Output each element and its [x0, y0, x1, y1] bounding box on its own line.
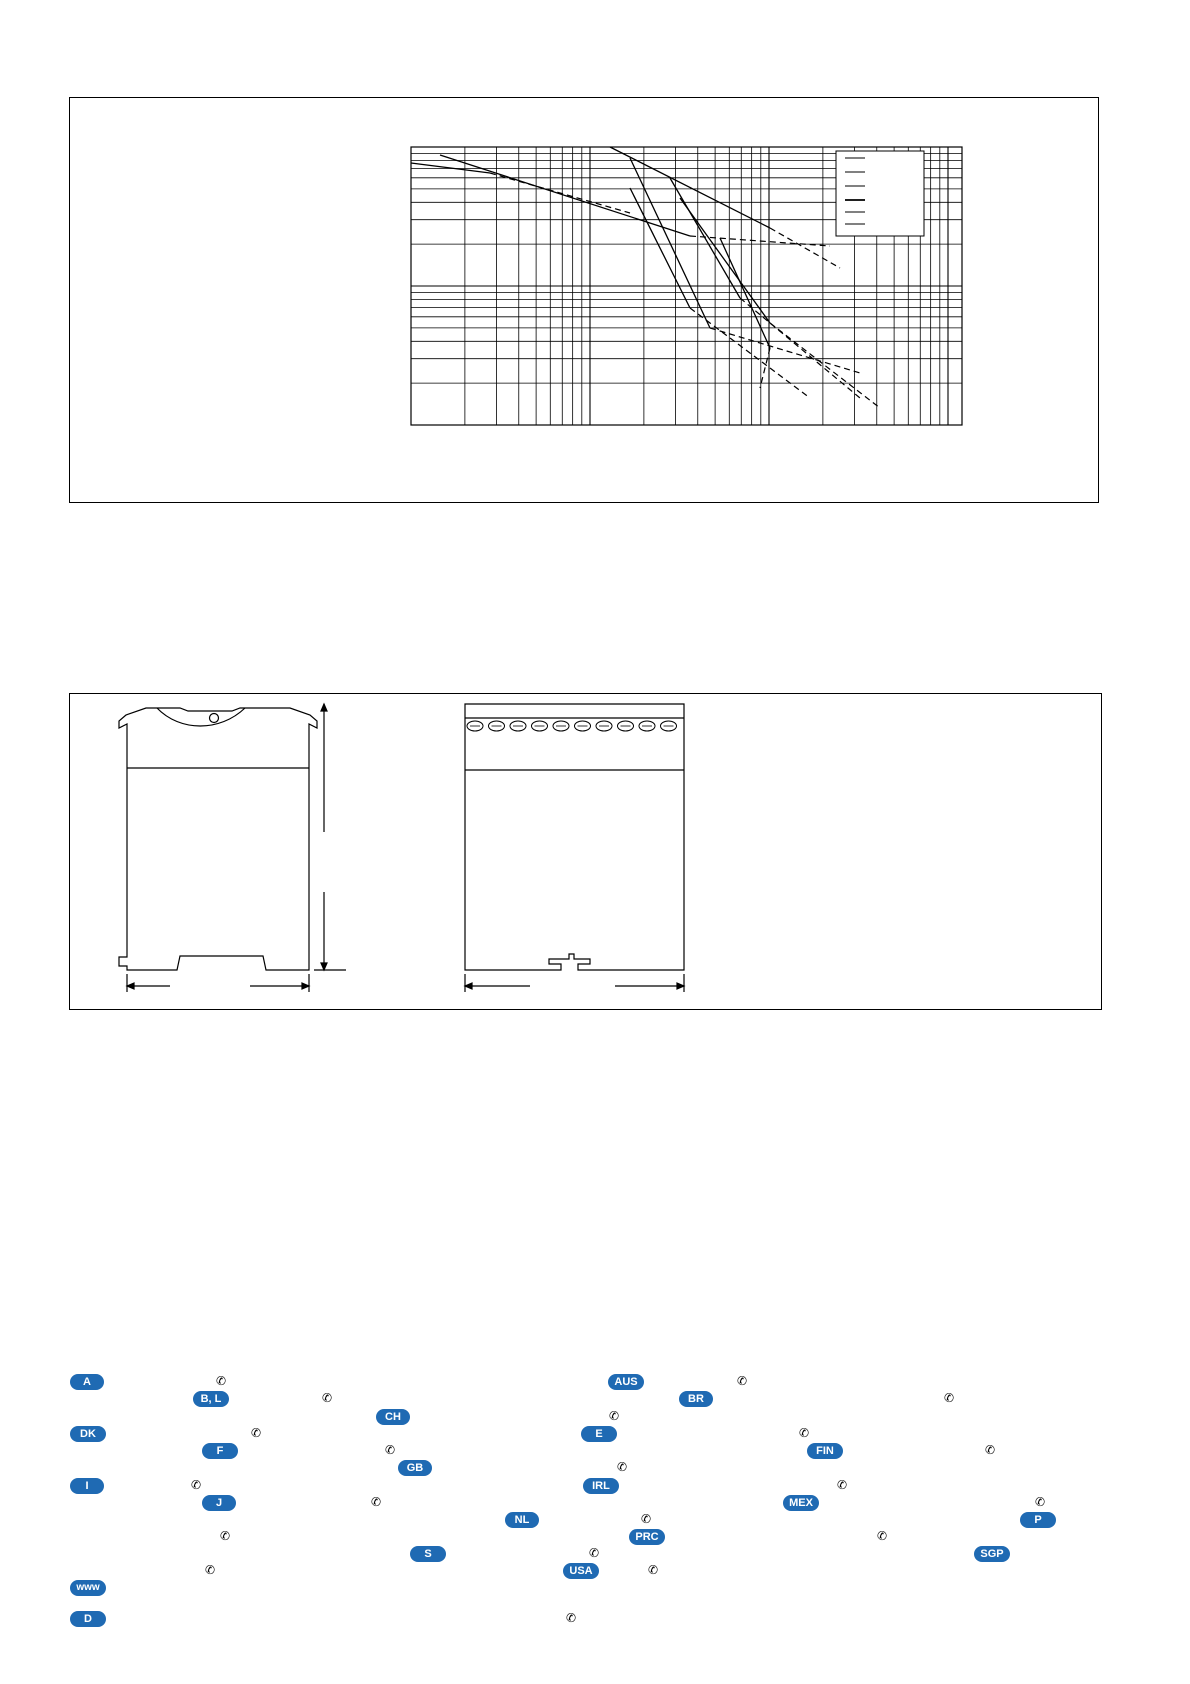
curve-dashed: [770, 228, 840, 268]
curve-solid: [680, 198, 770, 323]
derating-graph-panel: [69, 97, 1099, 503]
country-badge-e: E: [581, 1426, 617, 1442]
country-badge-f: F: [202, 1443, 238, 1459]
phone-icon: ✆: [385, 1443, 396, 1457]
phone-icon: ✆: [985, 1443, 996, 1457]
phone-icon: ✆: [617, 1460, 628, 1474]
phone-icon: ✆: [322, 1391, 333, 1405]
log-log-graph: [70, 98, 1100, 504]
graph-legend-box: [836, 151, 924, 236]
country-badge-b-l: B, L: [193, 1391, 229, 1407]
dimension-drawings-panel: [69, 693, 1102, 1010]
phone-icon: ✆: [648, 1563, 659, 1577]
country-badge-s: S: [410, 1546, 446, 1562]
curve-solid: [720, 238, 770, 348]
country-badge-sgp: SGP: [974, 1546, 1010, 1562]
graph-curves: [411, 147, 880, 408]
terminal-row: [467, 721, 677, 731]
curve-dashed: [770, 323, 880, 408]
dimension-drawings: [70, 694, 1103, 1011]
country-badge-mex: MEX: [783, 1495, 819, 1511]
phone-icon: ✆: [641, 1512, 652, 1526]
phone-icon: ✆: [609, 1409, 620, 1423]
phone-icon: ✆: [220, 1529, 231, 1543]
country-badge-ch: CH: [376, 1409, 410, 1425]
phone-icon: ✆: [837, 1478, 848, 1492]
phone-icon: ✆: [1035, 1495, 1046, 1509]
country-badge-br: BR: [679, 1391, 713, 1407]
country-badge-irl: IRL: [583, 1478, 619, 1494]
country-badge-usa: USA: [563, 1563, 599, 1579]
country-badge-dk: DK: [70, 1426, 106, 1442]
country-badge-d: D: [70, 1611, 106, 1627]
country-badge-fin: FIN: [807, 1443, 843, 1459]
country-badge-a: A: [70, 1374, 104, 1390]
phone-icon: ✆: [371, 1495, 382, 1509]
phone-icon: ✆: [205, 1563, 216, 1577]
curve-solid: [610, 147, 770, 228]
phone-icon: ✆: [191, 1478, 202, 1492]
side-view-drawing: [119, 704, 346, 992]
curve-solid: [630, 188, 690, 308]
country-badge-i: I: [70, 1478, 104, 1494]
curve-solid: [440, 155, 690, 236]
phone-icon: ✆: [589, 1546, 600, 1560]
phone-icon: ✆: [737, 1374, 748, 1388]
front-view-drawing: [465, 704, 684, 992]
website-badge: www: [70, 1580, 106, 1596]
country-badge-prc: PRC: [629, 1529, 665, 1545]
phone-icon: ✆: [216, 1374, 227, 1388]
country-badge-p: P: [1020, 1512, 1056, 1528]
country-badge-gb: GB: [398, 1460, 432, 1476]
country-badge-j: J: [202, 1495, 236, 1511]
curve-dashed: [710, 328, 860, 373]
country-badge-nl: NL: [505, 1512, 539, 1528]
phone-icon: ✆: [799, 1426, 810, 1440]
phone-icon: ✆: [251, 1426, 262, 1440]
phone-icon: ✆: [877, 1529, 888, 1543]
phone-icon: ✆: [566, 1611, 577, 1625]
country-badge-aus: AUS: [608, 1374, 644, 1390]
phone-icon: ✆: [944, 1391, 955, 1405]
curve-dashed: [490, 173, 630, 213]
